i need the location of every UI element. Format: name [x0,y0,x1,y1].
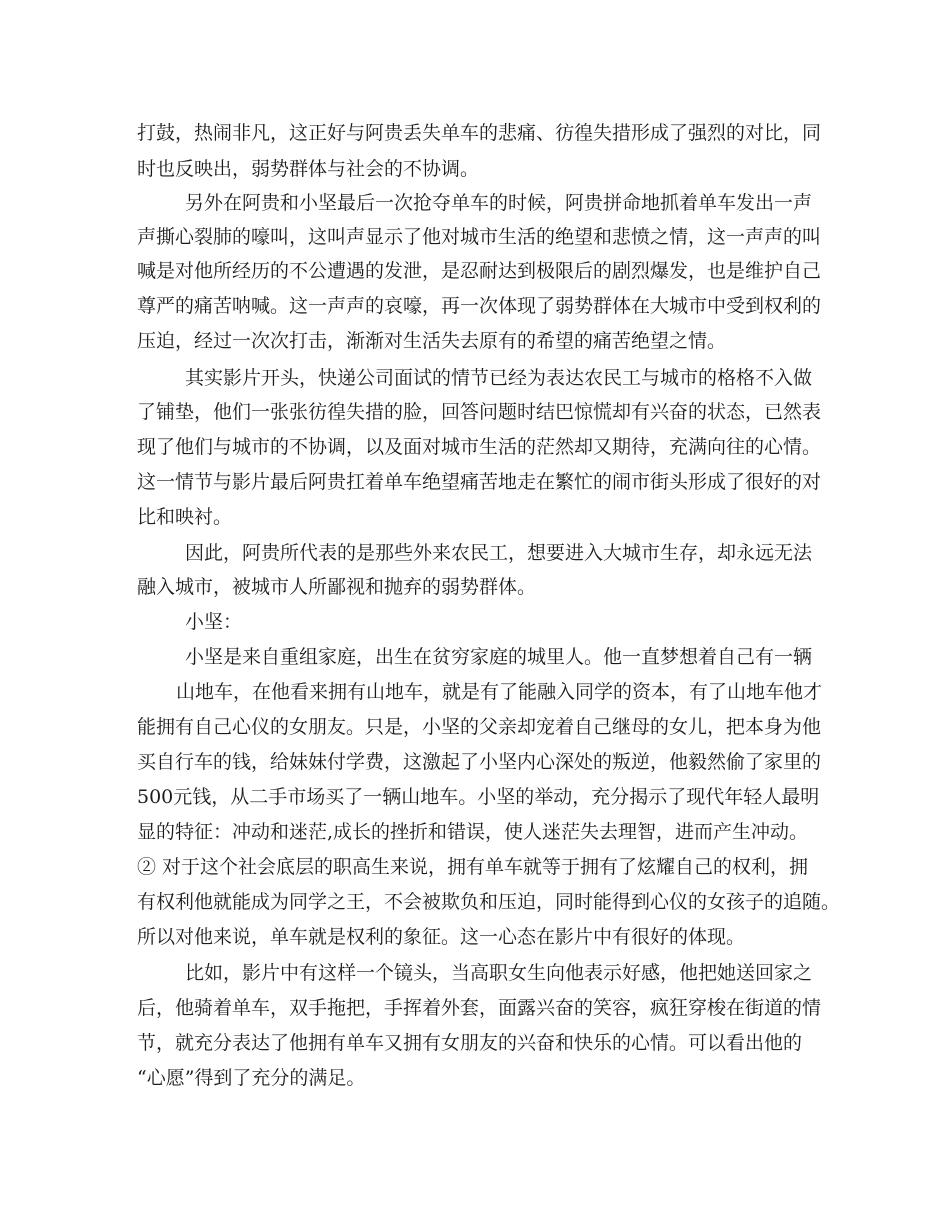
text-line [0,923,950,951]
line-text: 500元钱，从二手市场买了一辆山地车。小坚的举动，充分揭示了现代年轻人最明 [137,786,820,808]
line-text: 现了他们与城市的不协调，以及面对城市生活的茫然却又期待，充满向往的心情。 [137,436,822,458]
line-text: 打鼓，热闹非凡，这正好与阿贵丢失单车的悲痛、彷徨失措形成了强烈的对比，同 [137,122,822,144]
line-text: 能拥有自己心仪的女朋友。只是，小坚的父亲却宠着自己继母的女儿，把本身为他 [137,716,822,738]
line-text: 了铺垫，他们一张张彷徨失措的脸，回答问题时结巴惊慌却有兴奋的状态，已然表 [137,401,822,423]
text-line [0,994,950,1022]
text-line [0,292,950,320]
text-line [0,257,950,285]
line-text: “心愿”得到了充分的满足。 [137,1067,366,1089]
line-text: 因此，阿贵所代表的是那些外来农民工，想要进入大城市生存，却永远无法 [185,542,813,564]
text-line [0,678,950,706]
text-line [0,818,950,846]
line-text: 所以对他来说，单车就是权利的象征。这一心态在影片中有很好的体现。 [137,926,746,948]
line-text: 比和映衬。 [137,506,233,528]
text-line [0,155,950,183]
line-text: 喊是对他所经历的不公遭遇的发泄，是忍耐达到极限后的剧烈爆发，也是维护自己 [137,260,822,282]
line-text: 尊严的痛苦呐喊。这一声声的哀嚎，再一次体现了弱势群体在大城市中受到权利的 [137,295,822,317]
text-line [0,398,950,426]
text-line [0,713,950,741]
line-text: 声撕心裂肺的嚎叫，这叫声显示了他对城市生活的绝望和悲愤之情，这一声声的叫 [137,226,822,248]
text-line [0,1029,950,1057]
paragraph-start [0,539,950,567]
text-line [0,223,950,251]
text-line [0,573,950,601]
line-text: 节，就充分表达了他拥有单车又拥有女朋友的兴奋和快乐的心情。可以看出他的 [137,1032,803,1054]
paragraph-start [0,643,950,671]
paragraph-start [0,364,950,392]
line-text: 有权利他就能成为同学之王，不会被欺负和压迫，同时能得到心仪的女孩子的追随。 [137,891,841,913]
text-line [0,327,950,355]
line-text: 小坚是来自重组家庭，出生在贫穷家庭的城里人。他一直梦想着自己有一辆 [185,646,813,668]
line-text: 融入城市，被城市人所鄙视和抛弃的弱势群体。 [137,576,537,598]
line-text: 其实影片开头，快递公司面试的情节已经为表达农民工与城市的格格不入做 [185,367,813,389]
line-text: 小坚： [185,611,243,633]
text-line [0,888,950,916]
text-line [0,783,950,811]
section-heading [0,608,950,636]
line-text: 山地车，在他看来拥有山地车，就是有了能融入同学的资本，有了山地车他才 [176,681,823,703]
line-text: 另外在阿贵和小坚最后一次抢夺单车的时候，阿贵拼命地抓着单车发出一声 [185,192,813,214]
text-line [0,468,950,496]
line-text: 后，他骑着单车，双手拖把，手挥着外套，面露兴奋的笑容，疯狂穿梭在街道的情 [137,997,822,1019]
paragraph-start [0,959,950,987]
text-line [0,853,950,881]
text-line [0,748,950,776]
text-line [0,433,950,461]
line-text: 买自行车的钱，给妹妹付学费，这激起了小坚内心深处的叛逆，他毅然偷了家里的 [137,751,822,773]
text-line [0,119,950,147]
paragraph-start [0,189,950,217]
line-text: 压迫，经过一次次打击，渐渐对生活失去原有的希望的痛苦绝望之情。 [137,330,727,352]
line-text: 时也反映出，弱势群体与社会的不协调。 [137,158,480,180]
line-text: 这一情节与影片最后阿贵扛着单车绝望痛苦地走在繁忙的闹市街头形成了很好的对 [137,471,822,493]
line-text: 比如，影片中有这样一个镜头，当高职女生向他表示好感，他把她送回家之 [185,962,813,984]
text-line [0,1064,950,1092]
line-text: ② 对于这个社会底层的职高生来说，拥有单车就等于拥有了炫耀自己的权利，拥 [137,856,809,878]
line-text: 显的特征：冲动和迷茫,成长的挫折和错误，使人迷茫失去理智，进而产生冲动。 [137,821,809,843]
text-line [0,503,950,531]
